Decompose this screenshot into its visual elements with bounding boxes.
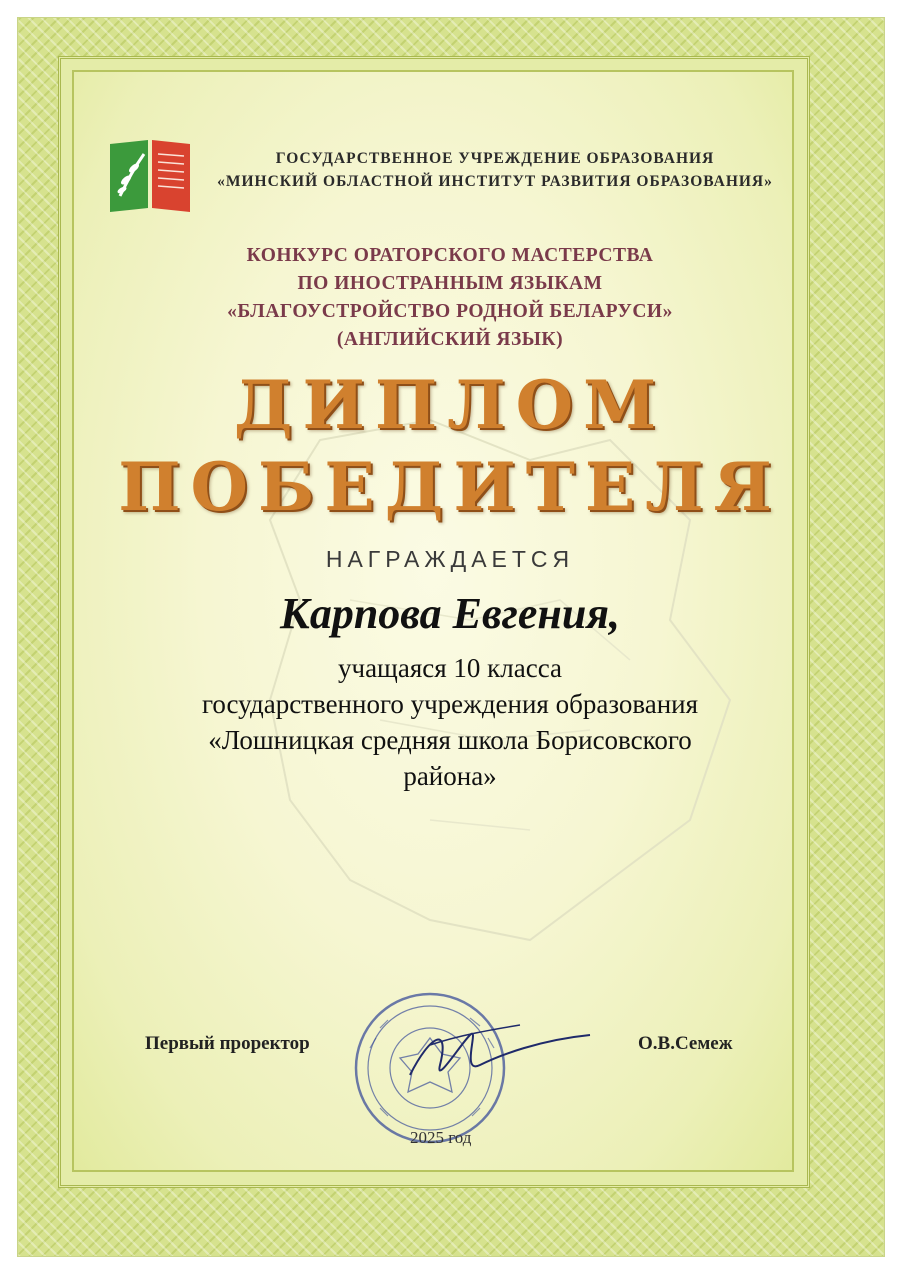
diploma-title: ДИПЛОМ <box>233 366 667 444</box>
contest-line-3: «БЛАГОУСТРОЙСТВО РОДНОЙ БЕЛАРУСИ» <box>227 301 673 322</box>
contest-line-4: (АНГЛИЙСКИЙ ЯЗЫК) <box>336 329 564 350</box>
recipient-name: Карпова Евгения, <box>279 589 620 638</box>
contest-line-1: КОНКУРС ОРАТОРСКОГО МАСТЕРСТВА <box>246 245 654 266</box>
contest-title <box>80 242 820 354</box>
recipient-grade: учащаяся 10 класса <box>337 653 562 683</box>
contest-line-2: ПО ИНОСТРАННЫМ ЯЗЫКАМ <box>297 273 603 294</box>
recipient-school-line-2: «Лошницкая средняя школа Борисовского <box>208 725 692 755</box>
awarded-label: НАГРАЖДАЕТСЯ <box>325 546 575 572</box>
handwritten-signature <box>400 1005 600 1095</box>
signatory-position: Первый проректор <box>145 1033 310 1054</box>
diploma-subtitle: ПОБЕДИТЕЛЯ <box>118 448 782 526</box>
institute-logo-icon <box>110 140 190 212</box>
institution-name <box>190 147 800 193</box>
signatory-name: О.В.Семеж <box>638 1033 733 1054</box>
recipient-details <box>60 650 840 794</box>
recipient-school-line-3: района» <box>403 761 497 791</box>
issue-year: 2025 год <box>410 1128 472 1147</box>
institution-line-1: ГОСУДАРСТВЕННОЕ УЧРЕЖДЕНИЕ ОБРАЗОВАНИЯ <box>275 150 715 167</box>
recipient-school-line-1: государственного учреждения образования <box>201 689 699 719</box>
institution-line-2: «МИНСКИЙ ОБЛАСТНОЙ ИНСТИТУТ РАЗВИТИЯ ОБРАЗОВАНИЯ» <box>217 173 773 190</box>
